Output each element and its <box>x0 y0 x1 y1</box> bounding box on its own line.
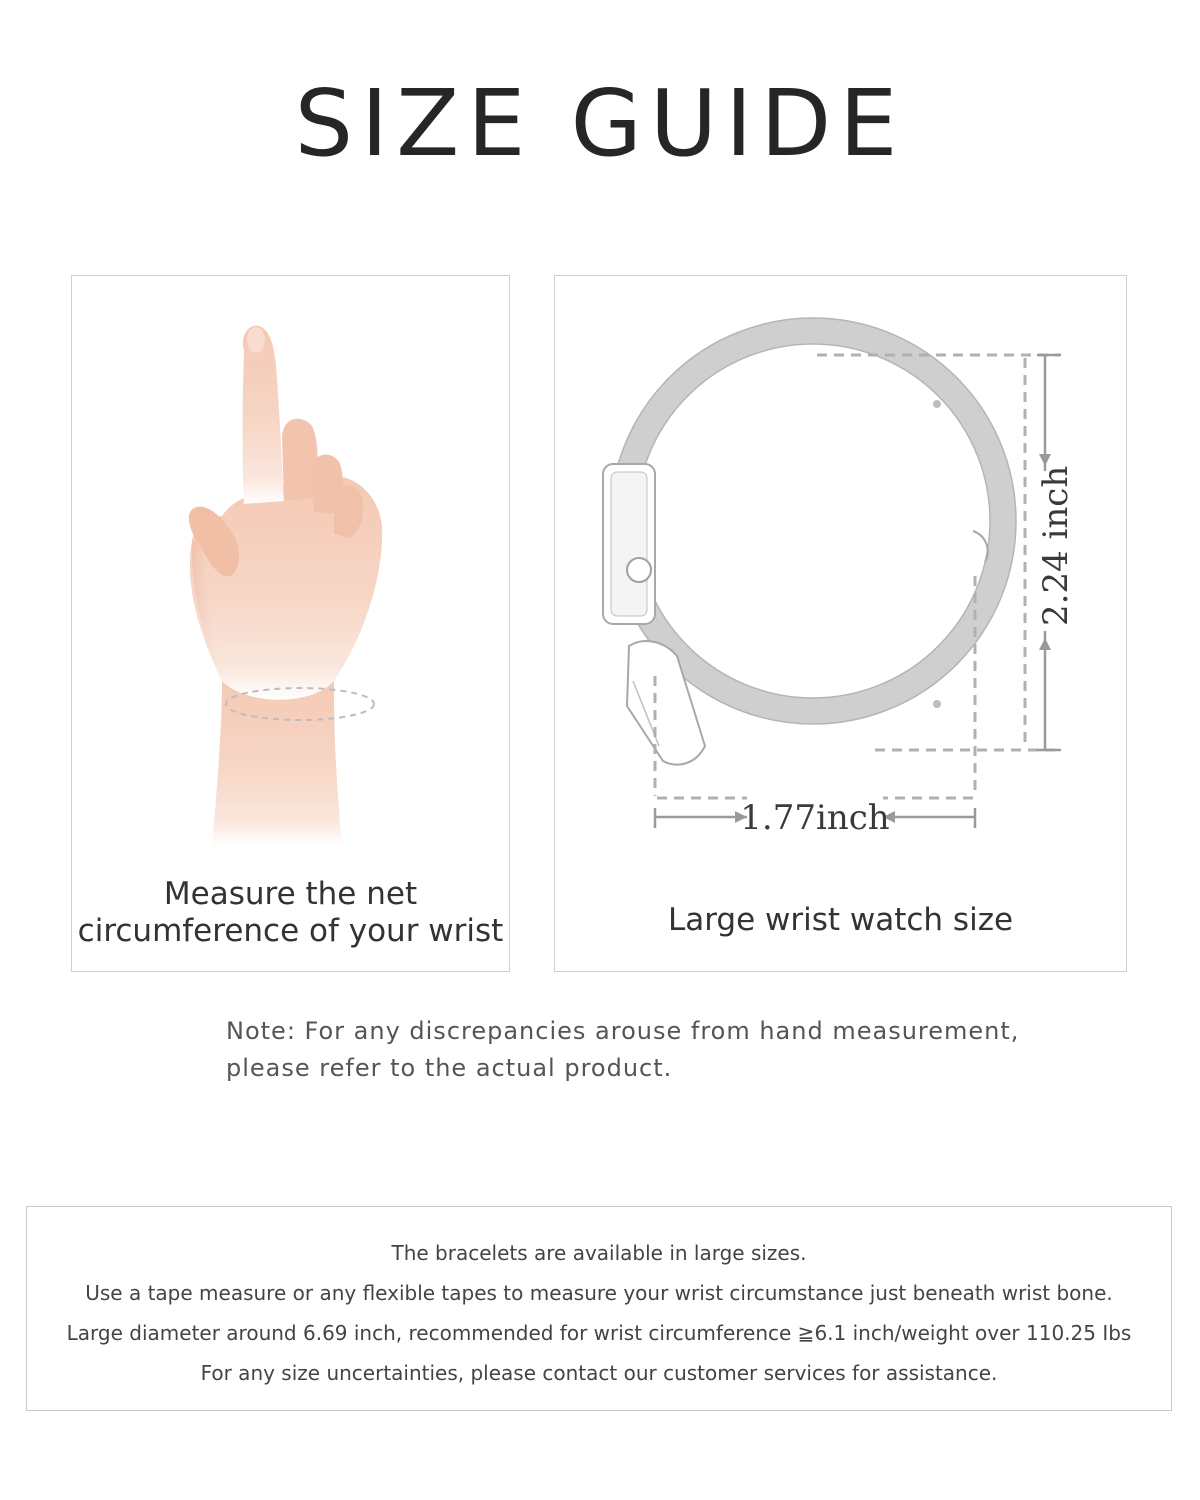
width-dimension-label: 1.77inch <box>740 798 890 838</box>
wrist-measure-panel <box>71 275 510 972</box>
page-title: SIZE GUIDE <box>294 70 906 177</box>
bracelet-diagram-icon <box>555 276 1128 876</box>
wrist-measure-caption <box>72 876 509 950</box>
info-line-1: The bracelets are available in large sizes. <box>391 1241 807 1265</box>
measurement-note <box>226 1013 1019 1087</box>
caption-line-1: Measure the net <box>163 876 418 912</box>
size-info-box <box>26 1206 1172 1411</box>
info-line-4: For any size uncertainties, please contact our customer services for assistance. <box>200 1361 998 1385</box>
info-line-3: Large diameter around 6.69 inch, recommended for wrist circumference ≧6.1 inch/weight over 110.25 Ibs <box>66 1321 1132 1345</box>
note-line-2: please refer to the actual product. <box>226 1054 673 1082</box>
height-dimension-label: 2.24 inch <box>1036 465 1076 626</box>
bracelet-size-panel <box>554 275 1127 972</box>
info-line-2: Use a tape measure or any flexible tapes to measure your wrist circumstance just beneath wrist bone. <box>85 1281 1113 1305</box>
bracelet-size-caption: Large wrist watch size <box>667 902 1014 938</box>
caption-line-2: circumference of your wrist <box>77 913 504 949</box>
hand-illustration-icon <box>72 276 511 866</box>
note-line-1: Note: For any discrepancies arouse from hand measurement, <box>226 1017 1020 1045</box>
